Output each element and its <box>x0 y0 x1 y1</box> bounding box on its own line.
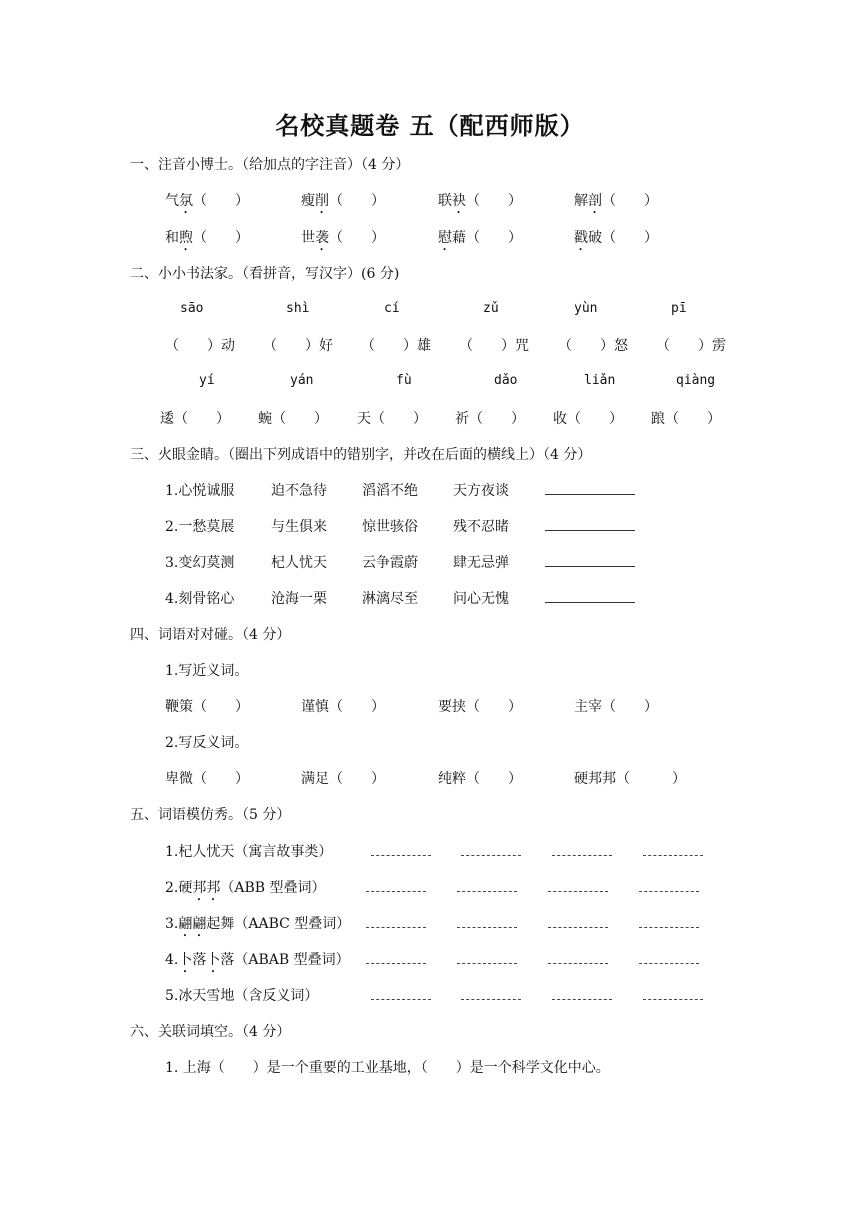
imitation-prompt: 4.卜落卜落（ABAB 型叠词） <box>165 952 350 968</box>
answer-line <box>639 949 699 964</box>
imitation-row <box>0 949 860 971</box>
writing-blank-item: 蜿（ ） <box>258 411 328 427</box>
section-4-heading: 四、词语对对碰。（4 分） <box>130 627 291 643</box>
imitation-row <box>0 877 860 899</box>
answer-line <box>545 588 635 603</box>
pinyin-item: 和煦（ ） <box>165 230 249 246</box>
writing-blank-item: （ ）雳 <box>656 338 726 354</box>
idiom-row <box>0 588 860 610</box>
word-item: 鞭策（ ） <box>165 699 249 715</box>
pinyin: fù <box>396 373 412 388</box>
pinyin: sāo <box>180 301 204 316</box>
idiom: 云争霞蔚 <box>362 555 418 571</box>
writing-blank-item: 收（ ） <box>553 411 623 427</box>
writing-blank-item: （ ）咒 <box>459 338 529 354</box>
idiom-row <box>0 480 860 502</box>
idiom-row <box>0 552 860 574</box>
synonym-row <box>0 696 860 718</box>
answer-line <box>639 913 699 928</box>
idiom: 沧海一栗 <box>271 591 327 607</box>
answer-line <box>548 877 608 892</box>
idiom-row <box>0 516 860 538</box>
pinyin: cí <box>384 301 400 316</box>
answer-line <box>545 552 635 567</box>
answer-line <box>548 913 608 928</box>
pinyin-item: 慰藉（ ） <box>438 230 522 246</box>
page-title: 名校真题卷 五（配西师版） <box>275 111 585 140</box>
subheading-synonyms: 1.写近义词。 <box>165 663 249 679</box>
pinyin: dǎo <box>494 373 518 388</box>
word-item: 卑微（ ） <box>165 771 249 787</box>
pinyin: zǔ <box>483 301 499 316</box>
idiom: 天方夜谈 <box>453 483 509 499</box>
pinyin-item: 世袭（ ） <box>301 230 385 246</box>
idiom: 残不忍睹 <box>453 519 509 535</box>
pinyin-row-2 <box>0 373 860 395</box>
writing-blank-item: 逶（ ） <box>160 411 230 427</box>
answer-line <box>548 949 608 964</box>
pinyin-item: 解剖（ ） <box>574 193 658 209</box>
idiom: 滔滔不绝 <box>362 483 418 499</box>
idiom: 1.心悦诚服 <box>165 483 235 499</box>
writing-blank-item: 踉（ ） <box>651 411 721 427</box>
pinyin: qiàng <box>676 373 716 388</box>
pinyin: yán <box>290 373 314 388</box>
writing-blank-item: （ ）怒 <box>558 338 628 354</box>
idiom: 问心无愧 <box>453 591 509 607</box>
pinyin: yí <box>199 373 215 388</box>
section-5-heading: 五、词语模仿秀。（5 分） <box>130 807 291 823</box>
section-1-row-2 <box>0 227 860 249</box>
answer-line <box>371 985 431 1000</box>
imitation-prompt: 2.硬邦邦（ABB 型叠词） <box>165 880 326 896</box>
word-item: 要挟（ ） <box>438 699 522 715</box>
pinyin: pī <box>671 301 687 316</box>
pinyin-item: 联袂（ ） <box>438 193 522 209</box>
pinyin-item: 气氛（ ） <box>165 193 249 209</box>
word-item: 硬邦邦（ ） <box>574 771 686 787</box>
answer-line <box>366 949 426 964</box>
section-3-heading: 三、火眼金睛。（圈出下列成语中的错别字，并改在后面的横线上）（4 分） <box>130 447 592 463</box>
section-1-row-1 <box>0 190 860 212</box>
imitation-row <box>0 841 860 863</box>
answer-line <box>371 841 431 856</box>
writing-row-2 <box>0 408 860 430</box>
writing-blank-item: （ ）好 <box>263 338 333 354</box>
pinyin-item: 戳破（ ） <box>574 230 658 246</box>
section-2-heading: 二、小小书法家。（看拼音，写汉字）(6 分) <box>130 266 400 282</box>
word-item: 满足（ ） <box>301 771 385 787</box>
pinyin: shì <box>286 301 310 316</box>
writing-row-1 <box>0 335 860 357</box>
idiom: 淋漓尽至 <box>362 591 418 607</box>
idiom: 4.刻骨铭心 <box>165 591 235 607</box>
answer-line <box>545 480 635 495</box>
writing-blank-item: （ ）雄 <box>361 338 431 354</box>
pinyin: yùn <box>574 301 598 316</box>
answer-line <box>366 877 426 892</box>
word-item: 谨慎（ ） <box>301 699 385 715</box>
answer-line <box>461 841 521 856</box>
section-1-heading: 一、注音小博士。（给加点的字注音）（4 分） <box>130 157 410 173</box>
pinyin-row-1 <box>0 301 860 323</box>
answer-line <box>366 913 426 928</box>
idiom: 与生俱来 <box>271 519 327 535</box>
imitation-prompt: 5.冰天雪地（含反义词） <box>165 988 319 1004</box>
writing-blank-item: （ ）动 <box>165 338 235 354</box>
pinyin-item: 瘦削（ ） <box>301 193 385 209</box>
word-item: 纯粹（ ） <box>438 771 522 787</box>
answer-line <box>643 841 703 856</box>
answer-line <box>457 913 517 928</box>
imitation-prompt: 1.杞人忧天（寓言故事类） <box>165 844 333 860</box>
idiom: 杞人忧天 <box>271 555 327 571</box>
answer-line <box>457 949 517 964</box>
answer-line <box>457 877 517 892</box>
idiom: 3.变幻莫测 <box>165 555 235 571</box>
antonym-row <box>0 768 860 790</box>
imitation-prompt: 3.翩翩起舞（AABC 型叠词） <box>165 916 351 932</box>
idiom: 2.一愁莫展 <box>165 519 235 535</box>
answer-line <box>639 877 699 892</box>
imitation-row <box>0 985 860 1007</box>
answer-line <box>552 841 612 856</box>
writing-blank-item: 天（ ） <box>357 411 427 427</box>
idiom: 惊世骇俗 <box>362 519 418 535</box>
answer-line <box>461 985 521 1000</box>
subheading-antonyms: 2.写反义词。 <box>165 735 249 751</box>
section-6-heading: 六、关联词填空。（4 分） <box>130 1024 291 1040</box>
idiom: 迫不急待 <box>271 483 327 499</box>
writing-blank-item: 祈（ ） <box>455 411 525 427</box>
answer-line <box>545 516 635 531</box>
pinyin: liǎn <box>584 373 616 388</box>
idiom: 肆无忌弹 <box>453 555 509 571</box>
answer-line <box>552 985 612 1000</box>
imitation-row <box>0 913 860 935</box>
word-item: 主宰（ ） <box>574 699 658 715</box>
question-1: 1. 上海（ ）是一个重要的工业基地，（ ）是一个科学文化中心。 <box>165 1060 610 1076</box>
answer-line <box>643 985 703 1000</box>
